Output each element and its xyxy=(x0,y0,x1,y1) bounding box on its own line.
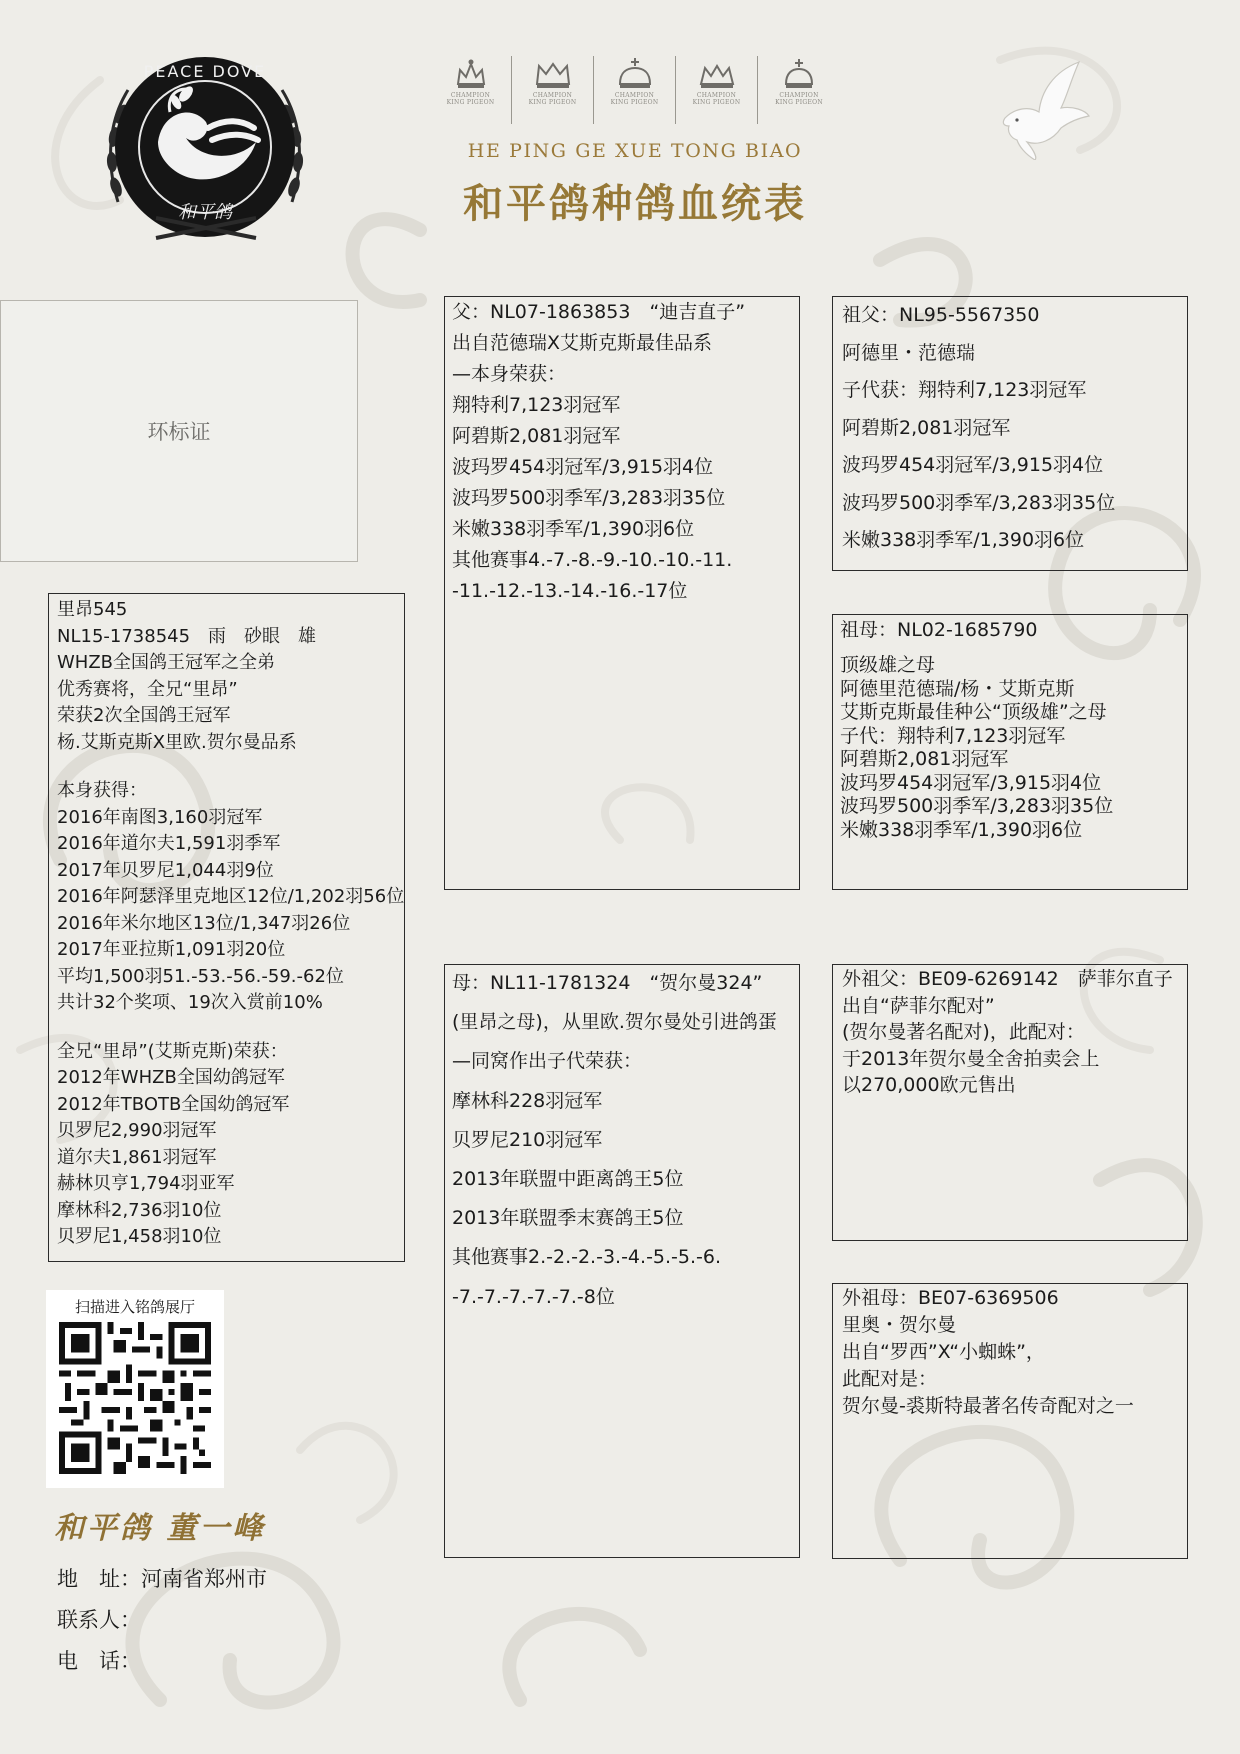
maternal-grandsire-line: (贺尔曼著名配对)，此配对： xyxy=(842,1021,1085,1043)
phone-line: 电 话： xyxy=(57,1649,141,1673)
grandsire-line: 子代获：翔特利7,123羽冠军 xyxy=(842,379,1087,401)
crown-caption: CHAMPION xyxy=(614,92,655,99)
subject-line: 荣获2次全国鸽王冠军 xyxy=(57,705,231,726)
granddam-line: 波玛罗500羽季军/3,283羽35位 xyxy=(840,795,1114,817)
crown-caption: KING PIGEON xyxy=(528,99,577,106)
grandsire-line: 米嫩338羽季军/1,390羽6位 xyxy=(842,529,1085,551)
paternal-granddam-title: 祖母：NL02-1685790 xyxy=(840,619,1038,641)
grandsire-line: 波玛罗500羽季军/3,283羽35位 xyxy=(842,491,1116,514)
contact-person-line: 联系人： xyxy=(57,1608,141,1632)
paternal-granddam-text xyxy=(840,654,1113,842)
subject-line: 2017年亚拉斯1,091羽20位 xyxy=(57,939,286,960)
granddam-line: 艾斯克斯最佳种公“顶级雄”之母 xyxy=(840,701,1107,723)
granddam-line: 子代：翔特利7,123羽冠军 xyxy=(840,724,1066,747)
sire-line: 出自范德瑞X艾斯克斯最佳品系 xyxy=(452,332,713,354)
dam-line: 2013年联盟中距离鸽王5位 xyxy=(452,1168,684,1191)
subject-line: 2016年米尔地区13位/1,347羽26位 xyxy=(57,912,351,934)
subject-line: 杨.艾斯克斯X里欧.贺尔曼品系 xyxy=(57,731,297,753)
sire-line: —本身荣获： xyxy=(452,363,567,385)
crown-badge xyxy=(594,56,676,124)
crown-icon xyxy=(533,56,573,92)
crown-caption: KING PIGEON xyxy=(446,99,495,106)
logo-text-bottom: 和平鸽 xyxy=(178,202,232,223)
ring-certificate-label: 环标证 xyxy=(147,420,211,444)
crown-icon xyxy=(697,56,737,92)
granddam-line: 阿碧斯2,081羽冠军 xyxy=(840,748,1009,770)
crown-caption: KING PIGEON xyxy=(775,99,823,106)
subject-line: 赫林贝亨1,794羽亚军 xyxy=(57,1173,235,1194)
maternal-granddam-line: 出自“罗西”X“小蜘蛛”， xyxy=(842,1341,1045,1363)
subject-line: 贝罗尼1,458羽10位 xyxy=(57,1226,222,1247)
dove-image xyxy=(995,58,1095,160)
qr-code-icon[interactable] xyxy=(59,1322,211,1474)
maternal-grandsire-line: 出自“萨菲尔配对” xyxy=(842,994,995,1017)
subject-line: 平均1,500羽51.-53.-56.-59.-62位 xyxy=(57,965,344,987)
granddam-line: 顶级雄之母 xyxy=(840,654,936,676)
subject-line: 里昂545 xyxy=(57,599,128,620)
dam-line: 贝罗尼210羽冠军 xyxy=(452,1128,603,1151)
crown-caption: KING PIGEON xyxy=(692,99,741,106)
maternal-granddam-line: 此配对是： xyxy=(842,1368,938,1390)
grandsire-line: 阿碧斯2,081羽冠军 xyxy=(842,416,1011,439)
dam-line: —同窝作出子代荣获： xyxy=(452,1050,643,1073)
subject-line: 2012年TBOTB全国幼鸽冠军 xyxy=(57,1093,290,1115)
dam-line: 其他赛事2.-2.-2.-3.-4.-5.-5.-6. xyxy=(452,1246,722,1269)
page-title: 和平鸽种鸽血统表 xyxy=(463,180,807,227)
qr-code-panel[interactable] xyxy=(46,1290,224,1488)
grandsire-line: 祖父：NL95-5567350 xyxy=(842,304,1040,326)
subject-line: 贝罗尼2,990羽冠军 xyxy=(57,1120,217,1141)
maternal-grandsire-text xyxy=(842,966,1173,1099)
dam-line: 母：NL11-1781324 “贺尔曼324” xyxy=(452,972,763,994)
dam-line: -7.-7.-7.-7.-7.-8位 xyxy=(452,1285,615,1308)
sire-text xyxy=(452,297,745,607)
crown-caption: CHAMPION xyxy=(450,92,491,99)
signature: 和平鸽 董一峰 xyxy=(54,1511,266,1546)
dam-text xyxy=(452,964,777,1317)
subject-line: 2016年南图3,160羽冠军 xyxy=(57,806,263,828)
pinyin-title: HE PING GE XUE TONG BIAO xyxy=(467,140,803,162)
granddam-line: 米嫩338羽季军/1,390羽6位 xyxy=(840,818,1083,841)
dam-line: 摩林科228羽冠军 xyxy=(452,1089,603,1112)
subject-spacer xyxy=(57,756,404,778)
crown-icon xyxy=(781,56,817,92)
crown-icon xyxy=(453,56,489,92)
crown-caption: CHAMPION xyxy=(696,92,737,99)
logo-text-top: PEACE DOVE xyxy=(143,62,267,81)
subject-line: 2016年道尔夫1,591羽季军 xyxy=(57,833,281,854)
dam-line: 2013年联盟季末赛鸽王5位 xyxy=(452,1207,684,1230)
sire-line: -11.-12.-13.-14.-16.-17位 xyxy=(452,580,688,602)
sire-line: 波玛罗454羽冠军/3,915羽4位 xyxy=(452,456,714,478)
subject-line: 本身获得： xyxy=(57,780,147,801)
subject-line: 2012年WHZB全国幼鸽冠军 xyxy=(57,1067,285,1088)
sire-line: 其他赛事4.-7.-8.-9.-10.-10.-11. xyxy=(452,549,733,571)
paternal-grandsire-text xyxy=(842,297,1115,560)
crown-caption: KING PIGEON xyxy=(610,99,659,106)
subject-line: NL15-1738545 雨 砂眼 雄 xyxy=(57,625,317,647)
subject-line: 全兄“里昂”(艾斯克斯)荣获： xyxy=(57,1040,288,1062)
crown-caption: CHAMPION xyxy=(779,92,819,99)
grandsire-line: 波玛罗454羽冠军/3,915羽4位 xyxy=(842,454,1104,476)
address-line: 地 址：河南省郑州市 xyxy=(57,1567,267,1591)
maternal-granddam-line: 里奥・贺尔曼 xyxy=(842,1314,957,1336)
subject-line: 摩林科2,736羽10位 xyxy=(57,1199,222,1221)
subject-line: 优秀赛将，全兄“里昂” xyxy=(57,678,238,700)
champion-crowns-row xyxy=(430,56,840,124)
sire-line: 阿碧斯2,081羽冠军 xyxy=(452,425,621,447)
crown-badge xyxy=(758,56,840,124)
subject-line: 2017年贝罗尼1,044羽9位 xyxy=(57,859,274,881)
subject-line: WHZB全国鸽王冠军之全弟 xyxy=(57,652,276,673)
maternal-granddam-text xyxy=(842,1285,1134,1420)
crown-badge xyxy=(676,56,758,124)
ring-certificate-placeholder xyxy=(0,300,358,562)
subject-spacer xyxy=(57,1017,404,1039)
crown-badge xyxy=(512,56,594,124)
granddam-line: 阿德里范德瑞/杨・艾斯克斯 xyxy=(840,677,1075,700)
sire-line: 波玛罗500羽季军/3,283羽35位 xyxy=(452,487,726,509)
maternal-grandsire-line: 外祖父：BE09-6269142 萨菲尔直子 xyxy=(842,968,1173,990)
qr-caption: 扫描进入铭鸽展厅 xyxy=(74,1298,195,1316)
maternal-grandsire-line: 于2013年贺尔曼全舍拍卖会上 xyxy=(842,1047,1100,1070)
sire-line: 翔特利7,123羽冠军 xyxy=(452,394,621,416)
crown-caption: CHAMPION xyxy=(532,92,573,99)
maternal-granddam-line: 外祖母：BE07-6369506 xyxy=(842,1287,1059,1309)
subject-pigeon-text xyxy=(57,597,404,1251)
crown-icon xyxy=(615,56,655,92)
maternal-granddam-line: 贺尔曼-裘斯特最著名传奇配对之一 xyxy=(842,1395,1134,1417)
granddam-line: 波玛罗454羽冠军/3,915羽4位 xyxy=(840,771,1102,794)
sire-line: 米嫩338羽季军/1,390羽6位 xyxy=(452,518,695,540)
subject-line: 共计32个奖项、19次入赏前10% xyxy=(57,992,323,1013)
subject-line: 2016年阿瑟泽里克地区12位/1,202羽56位 xyxy=(57,886,405,907)
maternal-grandsire-line: 以270,000欧元售出 xyxy=(842,1074,1016,1096)
sire-line: 父：NL07-1863853 “迪吉直子” xyxy=(452,301,746,323)
crown-badge xyxy=(430,56,512,124)
grandsire-line: 阿德里・范德瑞 xyxy=(842,341,976,364)
dam-line: (里昂之母)，从里欧.贺尔曼处引进鸽蛋 xyxy=(452,1011,777,1034)
subject-line: 道尔夫1,861羽冠军 xyxy=(57,1146,217,1168)
